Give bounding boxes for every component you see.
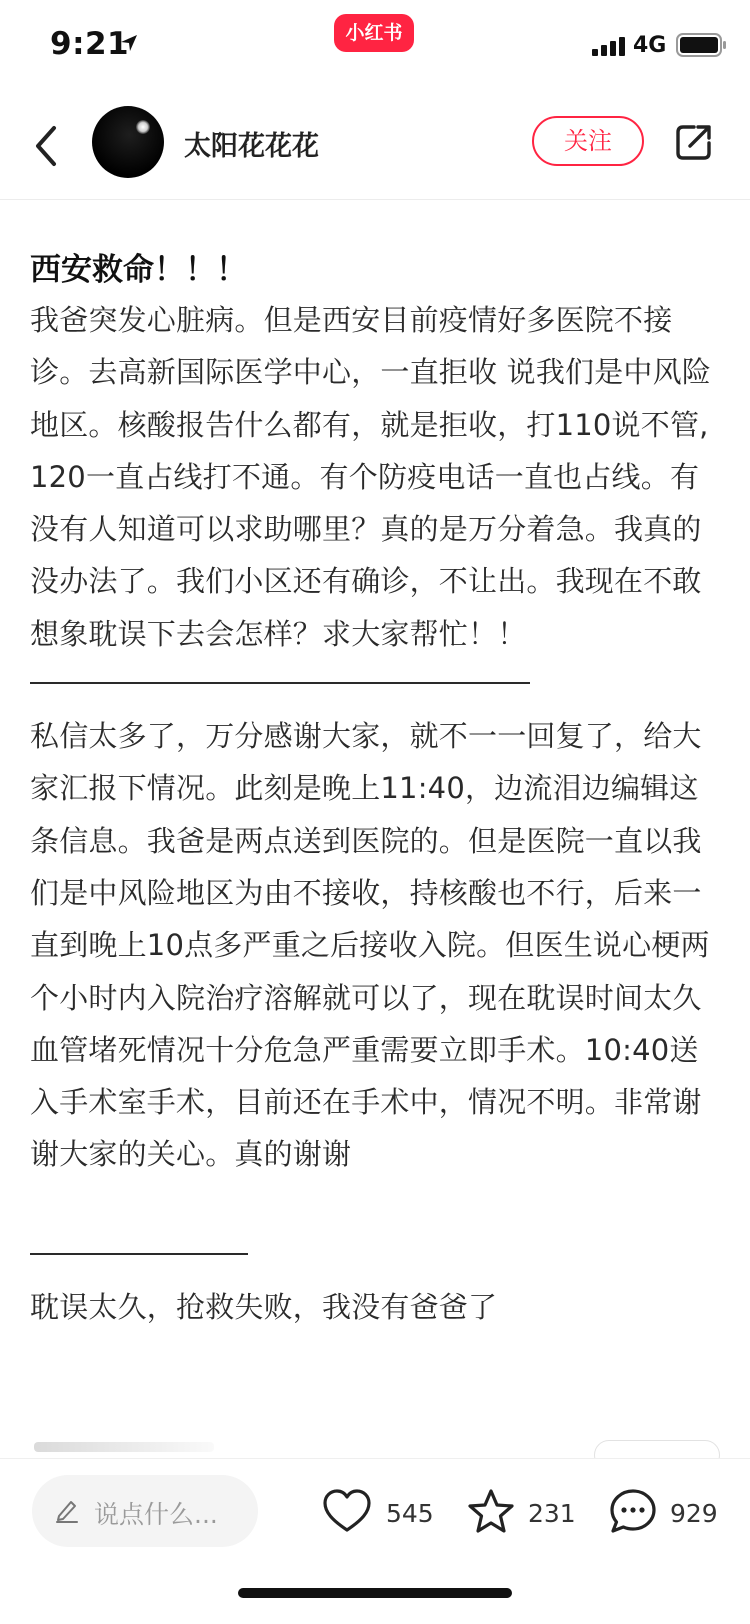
share-icon[interactable]	[674, 122, 714, 162]
note-content	[30, 246, 720, 1333]
post-title: 西安救命！！！	[30, 252, 247, 288]
speech-bubble-icon	[608, 1487, 658, 1537]
divider-line	[30, 682, 530, 684]
network-label: 4G	[633, 33, 667, 58]
app-badge: 小红书	[334, 14, 414, 52]
battery-icon	[676, 33, 728, 57]
divider-line-short	[30, 1253, 248, 1255]
author-name[interactable]: 太阳花花花	[184, 131, 319, 162]
comment-count: 929	[670, 1499, 718, 1528]
comment-input[interactable]	[32, 1475, 258, 1547]
star-icon	[466, 1487, 516, 1537]
faded-meta-text	[34, 1442, 214, 1452]
faded-meta-row	[30, 1440, 720, 1460]
follow-button[interactable]: 关注	[532, 116, 644, 166]
post-paragraph-1: 我爸突发心脏病。但是西安目前疫情好多医院不接诊。去高新国际医学中心，一直拒收 说我们是中风险地区。核酸报告什么都有，就是拒收，打110说不管,120一直占线打不通。有个防疫电话一直也占线。有没有人知道可以求助哪里？真的是万分着急。我真的没办法了。我们小区还有确诊，不让出。我现在不敢想象耽误下去会怎样？求大家帮忙！！	[30, 303, 712, 651]
signal-icon	[592, 36, 626, 56]
author-avatar[interactable]	[92, 106, 164, 178]
comment-placeholder: 说点什么...	[94, 1500, 218, 1529]
home-indicator[interactable]	[238, 1588, 512, 1598]
status-bar	[0, 0, 750, 92]
collect-count: 231	[528, 1499, 576, 1528]
faded-meta-pill	[594, 1440, 720, 1460]
location-arrow-icon	[120, 34, 138, 52]
back-icon[interactable]	[30, 124, 64, 168]
pencil-icon	[54, 1497, 80, 1523]
status-time: 9:21	[50, 26, 130, 62]
post-paragraph-2: 私信太多了，万分感谢大家，就不一一回复了，给大家汇报下情况。此刻是晚上11:40，边流泪边编辑这条信息。我爸是两点送到医院的。但是医院一直以我们是中风险地区为由不接收，持核酸也不行，后来一直到晚上10点多严重之后接收入院。但医生说心梗两个小时内入院治疗溶解就可以了，现在耽误时间太久血管堵死情况十分危急严重需要立即手术。10:40送入手术室手术，目前还在手术中，情况不明。非常谢谢大家的关心。真的谢谢	[30, 719, 710, 1172]
heart-icon	[322, 1487, 372, 1537]
like-count: 545	[386, 1499, 434, 1528]
note-header	[0, 92, 750, 200]
avatar-glint	[136, 120, 150, 134]
bottom-action-bar	[0, 1458, 750, 1624]
post-paragraph-3: 耽误太久，抢救失败，我没有爸爸了	[30, 1289, 498, 1324]
